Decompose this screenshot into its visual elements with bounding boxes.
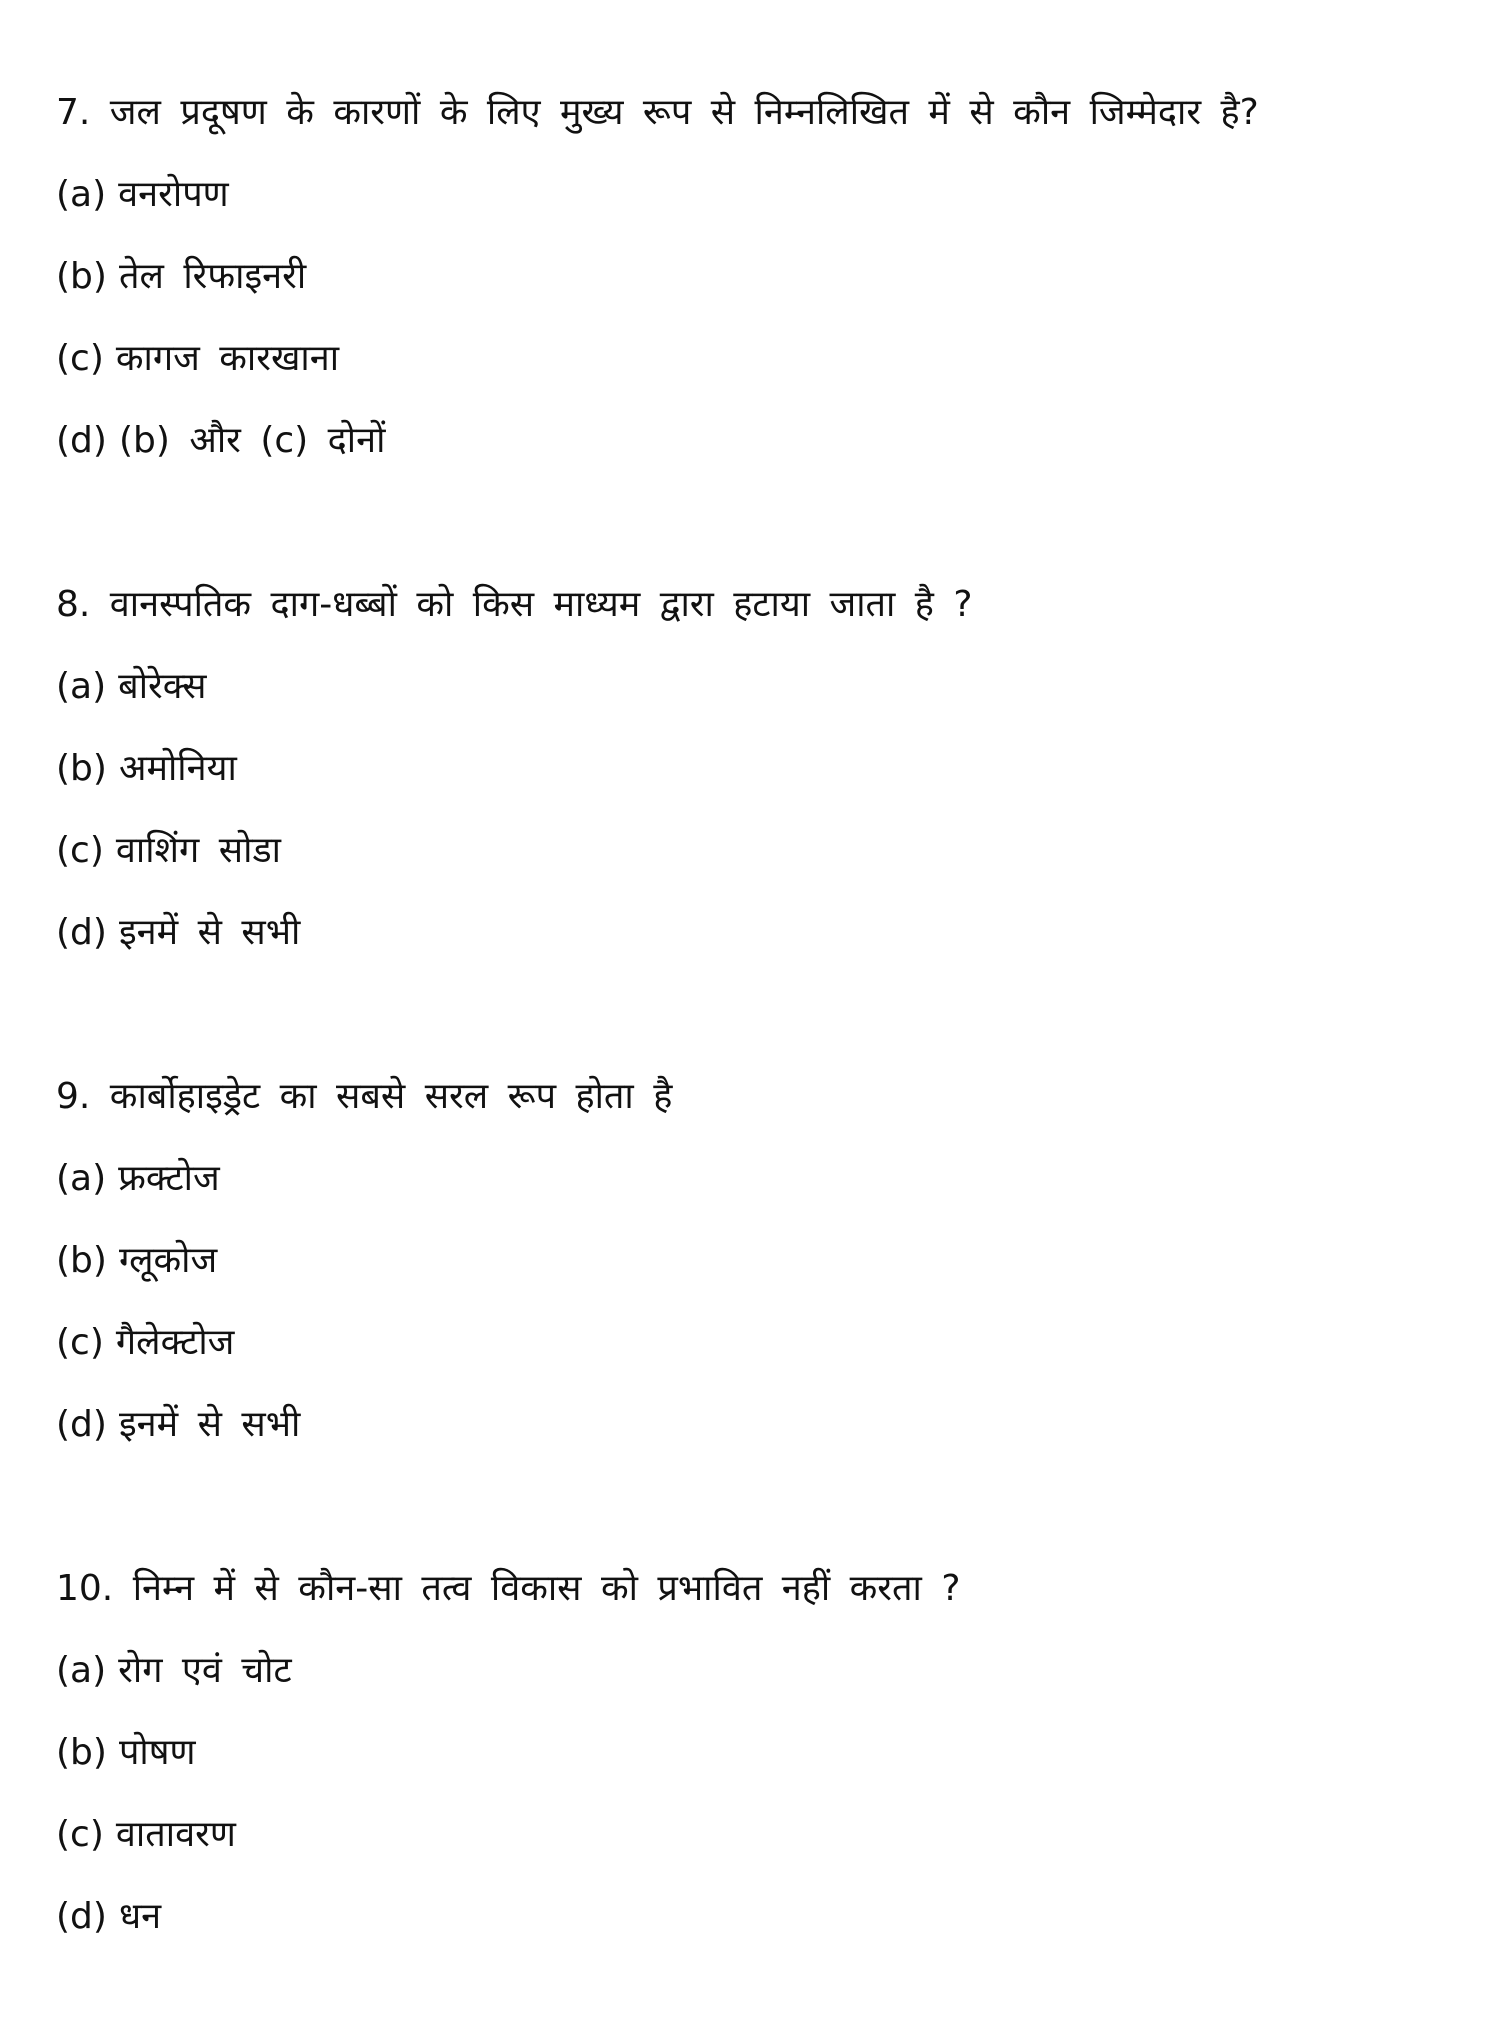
option-list bbox=[56, 1138, 1465, 1466]
question-text: 7. जल प्रदूषण के कारणों के लिए मुख्य रूप से निम्नलिखित में से कौन जिम्मेदार है? bbox=[56, 92, 1259, 133]
option-d bbox=[56, 1384, 1465, 1466]
option-a bbox=[56, 646, 1465, 728]
option-text: कागज कारखाना bbox=[115, 338, 340, 379]
option-letter: (b) bbox=[56, 256, 107, 297]
option-letter: (b) bbox=[56, 748, 107, 789]
option-b bbox=[56, 1220, 1465, 1302]
question-9 bbox=[56, 1056, 1465, 1466]
option-text: बोरेक्स bbox=[118, 666, 207, 707]
question-text: 9. कार्बोहाइड्रेट का सबसे सरल रूप होता है bbox=[56, 1076, 673, 1117]
option-c bbox=[56, 810, 1465, 892]
option-text: गैलेक्टोज bbox=[115, 1322, 235, 1363]
option-a bbox=[56, 1138, 1465, 1220]
option-b bbox=[56, 236, 1465, 318]
option-letter: (b) bbox=[56, 1732, 107, 1773]
option-letter: (c) bbox=[56, 1322, 104, 1363]
option-a bbox=[56, 154, 1465, 236]
option-text: अमोनिया bbox=[118, 748, 237, 789]
option-list bbox=[56, 1630, 1465, 1958]
option-c bbox=[56, 318, 1465, 400]
option-letter: (c) bbox=[56, 338, 104, 379]
option-text: इनमें से सभी bbox=[118, 1404, 301, 1445]
option-letter: (c) bbox=[56, 1814, 104, 1855]
question-10 bbox=[56, 1548, 1465, 1958]
option-text: धन bbox=[118, 1896, 162, 1937]
option-letter: (d) bbox=[56, 420, 107, 461]
option-letter: (a) bbox=[56, 1158, 107, 1199]
question-text: 10. निम्न में से कौन-सा तत्व विकास को प्रभावित नहीं करता ? bbox=[56, 1568, 961, 1609]
option-d bbox=[56, 892, 1465, 974]
option-a bbox=[56, 1630, 1465, 1712]
option-letter: (b) bbox=[56, 1240, 107, 1281]
option-letter: (a) bbox=[56, 174, 107, 215]
option-list bbox=[56, 646, 1465, 974]
option-letter: (d) bbox=[56, 1896, 107, 1937]
question-7 bbox=[56, 72, 1465, 482]
option-text: फ्रक्टोज bbox=[118, 1158, 220, 1199]
option-letter: (d) bbox=[56, 1404, 107, 1445]
option-text: वातावरण bbox=[115, 1814, 236, 1855]
option-letter: (c) bbox=[56, 830, 104, 871]
question-8 bbox=[56, 564, 1465, 974]
option-letter: (d) bbox=[56, 912, 107, 953]
option-text: (b) और (c) दोनों bbox=[118, 420, 386, 461]
option-c bbox=[56, 1794, 1465, 1876]
option-letter: (a) bbox=[56, 1650, 107, 1691]
option-b bbox=[56, 1712, 1465, 1794]
option-d bbox=[56, 400, 1465, 482]
option-d bbox=[56, 1876, 1465, 1958]
option-text: इनमें से सभी bbox=[118, 912, 301, 953]
option-c bbox=[56, 1302, 1465, 1384]
option-list bbox=[56, 154, 1465, 482]
option-b bbox=[56, 728, 1465, 810]
option-text: ग्लूकोज bbox=[118, 1240, 218, 1281]
option-text: तेल रिफाइनरी bbox=[118, 256, 307, 297]
option-text: वनरोपण bbox=[118, 174, 229, 215]
option-text: वाशिंग सोडा bbox=[115, 830, 281, 871]
option-text: रोग एवं चोट bbox=[118, 1650, 292, 1691]
option-text: पोषण bbox=[118, 1732, 196, 1773]
option-letter: (a) bbox=[56, 666, 107, 707]
question-text: 8. वानस्पतिक दाग-धब्बों को किस माध्यम द्वारा हटाया जाता है ? bbox=[56, 584, 973, 625]
